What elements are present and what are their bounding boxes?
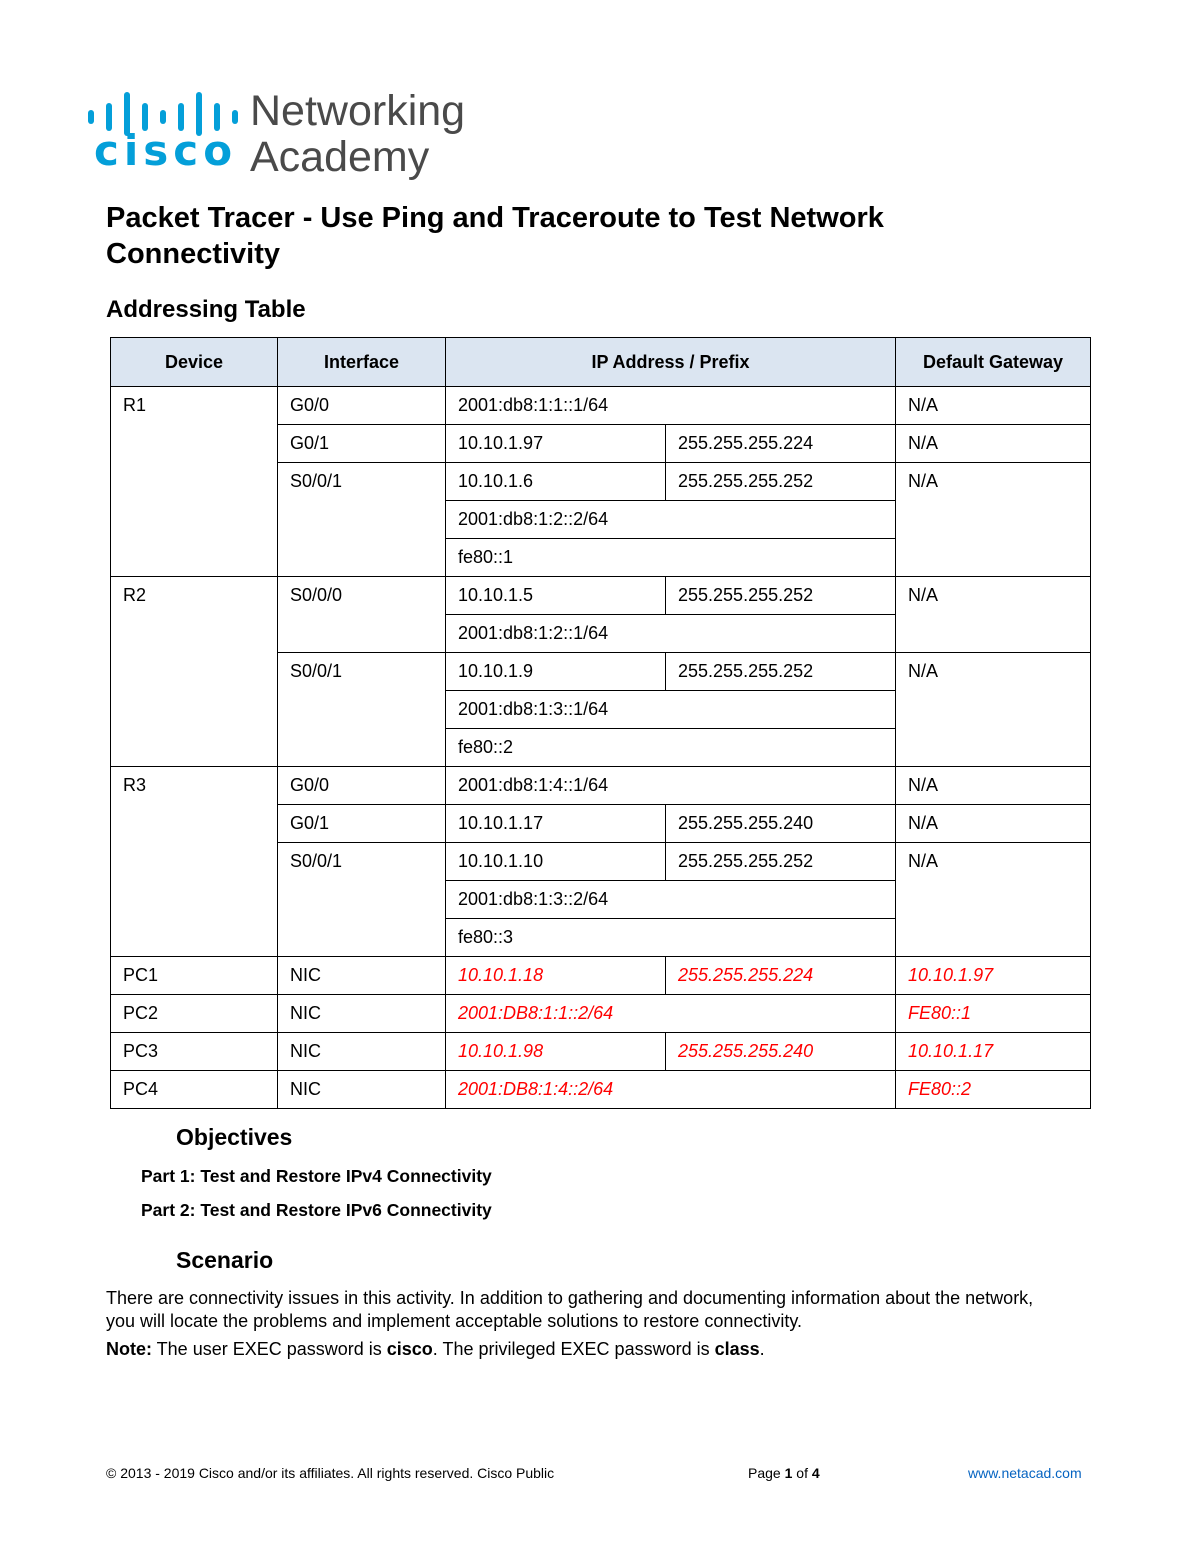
device-cell: R2 — [111, 577, 278, 767]
ip-cell: 2001:db8:1:3::1/64 — [446, 691, 896, 729]
addressing-table — [110, 337, 1091, 1109]
gateway-cell: N/A — [896, 653, 1091, 767]
interface-cell: S0/0/1 — [278, 463, 446, 577]
interface-cell: NIC — [278, 995, 446, 1033]
ip-cell: 10.10.1.97 — [446, 425, 666, 463]
device-cell: PC2 — [111, 995, 278, 1033]
device-cell: PC4 — [111, 1071, 278, 1109]
footer-url-link[interactable]: www.netacad.com — [968, 1465, 1082, 1481]
interface-cell: S0/0/1 — [278, 653, 446, 767]
ip-cell: 10.10.1.9 — [446, 653, 666, 691]
mask-cell: 255.255.255.252 — [666, 843, 896, 881]
page-label: Page — [748, 1465, 785, 1481]
gateway-cell: N/A — [896, 767, 1091, 805]
header-gateway: Default Gateway — [896, 338, 1091, 387]
ip-cell: 2001:DB8:1:1::2/64 — [446, 995, 896, 1033]
note-label: Note: — [106, 1339, 152, 1359]
interface-cell: NIC — [278, 1071, 446, 1109]
page-of: of — [792, 1465, 812, 1481]
ip-cell: 10.10.1.5 — [446, 577, 666, 615]
page-total: 4 — [811, 1465, 820, 1481]
table-row — [111, 1033, 1091, 1071]
device-cell: PC1 — [111, 957, 278, 995]
header-interface: Interface — [278, 338, 446, 387]
note-text-1: The user EXEC password is — [152, 1339, 387, 1359]
scenario-paragraph: There are connectivity issues in this activity. In addition to gathering and documenting information about the network, you will locate the problems and implement acceptable solutions to restore connectivity. — [106, 1288, 1034, 1331]
device-cell: PC3 — [111, 1033, 278, 1071]
objective-part-2: Part 2: Test and Restore IPv6 Connectivity — [141, 1200, 492, 1220]
cisco-networking-academy-logo — [84, 86, 484, 182]
interface-cell: G0/1 — [278, 805, 446, 843]
ip-cell: 10.10.1.18 — [446, 957, 666, 995]
interface-cell: G0/0 — [278, 767, 446, 805]
footer-copyright: © 2013 - 2019 Cisco and/or its affiliates. All rights reserved. Cisco Public — [106, 1465, 555, 1481]
ip-cell: fe80::3 — [446, 919, 896, 957]
page-title: Packet Tracer - Use Ping and Traceroute to Test Network Connectivity — [106, 202, 884, 270]
mask-cell: 255.255.255.252 — [666, 463, 896, 501]
interface-cell: G0/0 — [278, 387, 446, 425]
interface-cell: S0/0/1 — [278, 843, 446, 957]
objective-part-1: Part 1: Test and Restore IPv4 Connectivity — [141, 1166, 492, 1186]
mask-cell: 255.255.255.224 — [666, 957, 896, 995]
cisco-wordmark: cisco — [94, 126, 238, 175]
ip-cell: 10.10.1.6 — [446, 463, 666, 501]
note-text-3: . — [759, 1339, 765, 1359]
mask-cell: 255.255.255.240 — [666, 1033, 896, 1071]
gateway-cell: N/A — [896, 387, 1091, 425]
gateway-cell: 10.10.1.17 — [896, 1033, 1091, 1071]
ip-cell: 2001:DB8:1:4::2/64 — [446, 1071, 896, 1109]
note-user-password: cisco — [386, 1339, 433, 1359]
ip-cell: 2001:db8:1:3::2/64 — [446, 881, 896, 919]
gateway-cell: N/A — [896, 843, 1091, 957]
logo-networking: Networking — [250, 87, 466, 135]
interface-cell: S0/0/0 — [278, 577, 446, 653]
gateway-cell: N/A — [896, 425, 1091, 463]
gateway-cell: N/A — [896, 463, 1091, 577]
interface-cell: NIC — [278, 957, 446, 995]
gateway-cell: 10.10.1.97 — [896, 957, 1091, 995]
scenario-note — [106, 1338, 1066, 1361]
ip-cell: fe80::1 — [446, 539, 896, 577]
ip-cell: fe80::2 — [446, 729, 896, 767]
gateway-cell: FE80::1 — [896, 995, 1091, 1033]
note-text-2: . The privileged EXEC password is — [432, 1339, 715, 1359]
mask-cell: 255.255.255.252 — [666, 577, 896, 615]
interface-cell: G0/1 — [278, 425, 446, 463]
footer-page-number — [748, 1465, 820, 1481]
ip-cell: 2001:db8:1:2::1/64 — [446, 615, 896, 653]
table-header-row — [111, 338, 1091, 387]
device-cell: R3 — [111, 767, 278, 957]
ip-cell: 2001:db8:1:2::2/64 — [446, 501, 896, 539]
table-row — [111, 995, 1091, 1033]
ip-cell: 2001:db8:1:1::1/64 — [446, 387, 896, 425]
interface-cell: NIC — [278, 1033, 446, 1071]
table-row — [111, 577, 1091, 615]
mask-cell: 255.255.255.240 — [666, 805, 896, 843]
gateway-cell: N/A — [896, 805, 1091, 843]
objectives-heading: Objectives — [176, 1124, 293, 1150]
ip-cell: 10.10.1.17 — [446, 805, 666, 843]
mask-cell: 255.255.255.224 — [666, 425, 896, 463]
header-device: Device — [111, 338, 278, 387]
note-privileged-password: class — [714, 1339, 760, 1359]
table-row — [111, 767, 1091, 805]
device-cell: R1 — [111, 387, 278, 577]
logo-academy: Academy — [250, 133, 430, 181]
page-current: 1 — [784, 1465, 793, 1481]
header-ip-prefix: IP Address / Prefix — [446, 338, 896, 387]
ip-cell: 10.10.1.10 — [446, 843, 666, 881]
ip-cell: 2001:db8:1:4::1/64 — [446, 767, 896, 805]
addressing-table-heading: Addressing Table — [106, 296, 306, 323]
table-row — [111, 1071, 1091, 1109]
mask-cell: 255.255.255.252 — [666, 653, 896, 691]
gateway-cell: FE80::2 — [896, 1071, 1091, 1109]
table-row — [111, 387, 1091, 425]
gateway-cell: N/A — [896, 577, 1091, 653]
table-row — [111, 957, 1091, 995]
ip-cell: 10.10.1.98 — [446, 1033, 666, 1071]
scenario-heading: Scenario — [176, 1247, 274, 1273]
